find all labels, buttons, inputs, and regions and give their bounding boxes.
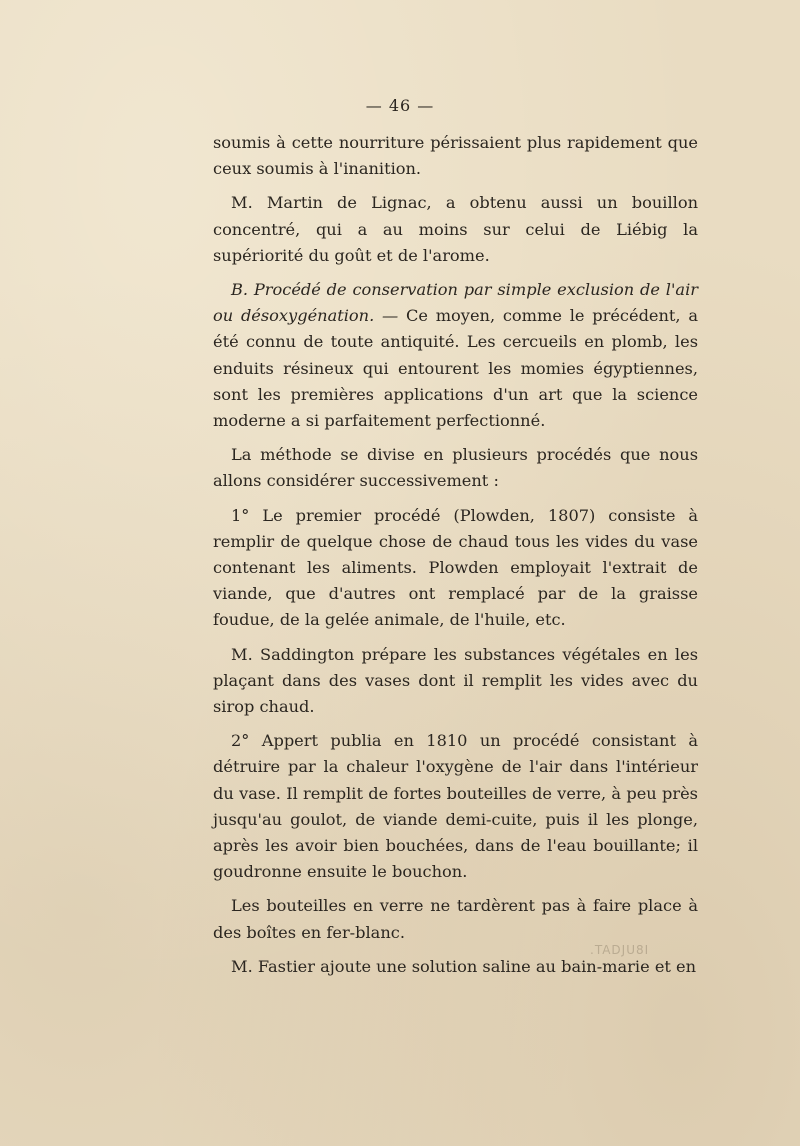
- section-heading-b: B. Procédé de conservation par simple exclusion de l'air ou désoxygénation. —: [213, 280, 698, 326]
- paragraph-appert: 2° Appert publia en 1810 un procédé consistant à détruire par la chaleur l'oxygène de l'air dans l'intérieur du vase. Il remplit de fortes bouteilles de verre, à peu près jusqu'au goulot, de viande demi-cuite, puis il les plonge, après les avoir bien bouchées, dans de l'eau bouillante; il goudronne ensuite le bouchon.: [213, 731, 698, 882]
- paragraph-fastier: M. Fastier ajoute une solution saline au bain-marie et en: [231, 956, 697, 976]
- paragraph-methode: La méthode se divise en plusieurs procédés que nous allons considérer successivement :: [213, 445, 698, 491]
- paragraph-saddington: M. Saddington prépare les substances végétales en les plaçant dans des vases dont il remplit les vides avec du sirop chaud.: [213, 644, 698, 717]
- paragraph-bouteilles: Les bouteilles en verre ne tardèrent pas à faire place à des boîtes en fer-blanc.: [213, 896, 698, 942]
- paragraph-martin-de-lignac: M. Martin de Lignac, a obtenu aussi un bouillon concentré, qui a au moins sur celui de Liébig la supériorité du goût et de l'arome.: [213, 193, 698, 265]
- page-number: — 46 —: [365, 96, 435, 115]
- paragraph-continuation: soumis à cette nourriture périssaient plus rapidement que ceux soumis à l'inanition.: [213, 133, 698, 179]
- paragraph-section-b: [213, 277, 698, 434]
- body-text: [213, 130, 698, 980]
- section-b-text: Ce moyen, comme le précédent, a été connu de toute antiquité. Les cercueils en plomb, les enduits résineux qui entourent les momies égyptiennes, sont les premières applications d'un art que la science moderne a si parfaitement perfectionné.: [213, 306, 699, 431]
- bleed-through-text: .TADJU8I: [590, 943, 650, 957]
- paragraph-plowden: 1° Le premier procédé (Plowden, 1807) consiste à remplir de quelque chose de chaud tous les vides du vase contenant les aliments. Plowden employait l'extrait de viande, que d'autres ont remplacé par de la graisse foudue, de la gelée animale, de l'huile, etc.: [213, 505, 698, 630]
